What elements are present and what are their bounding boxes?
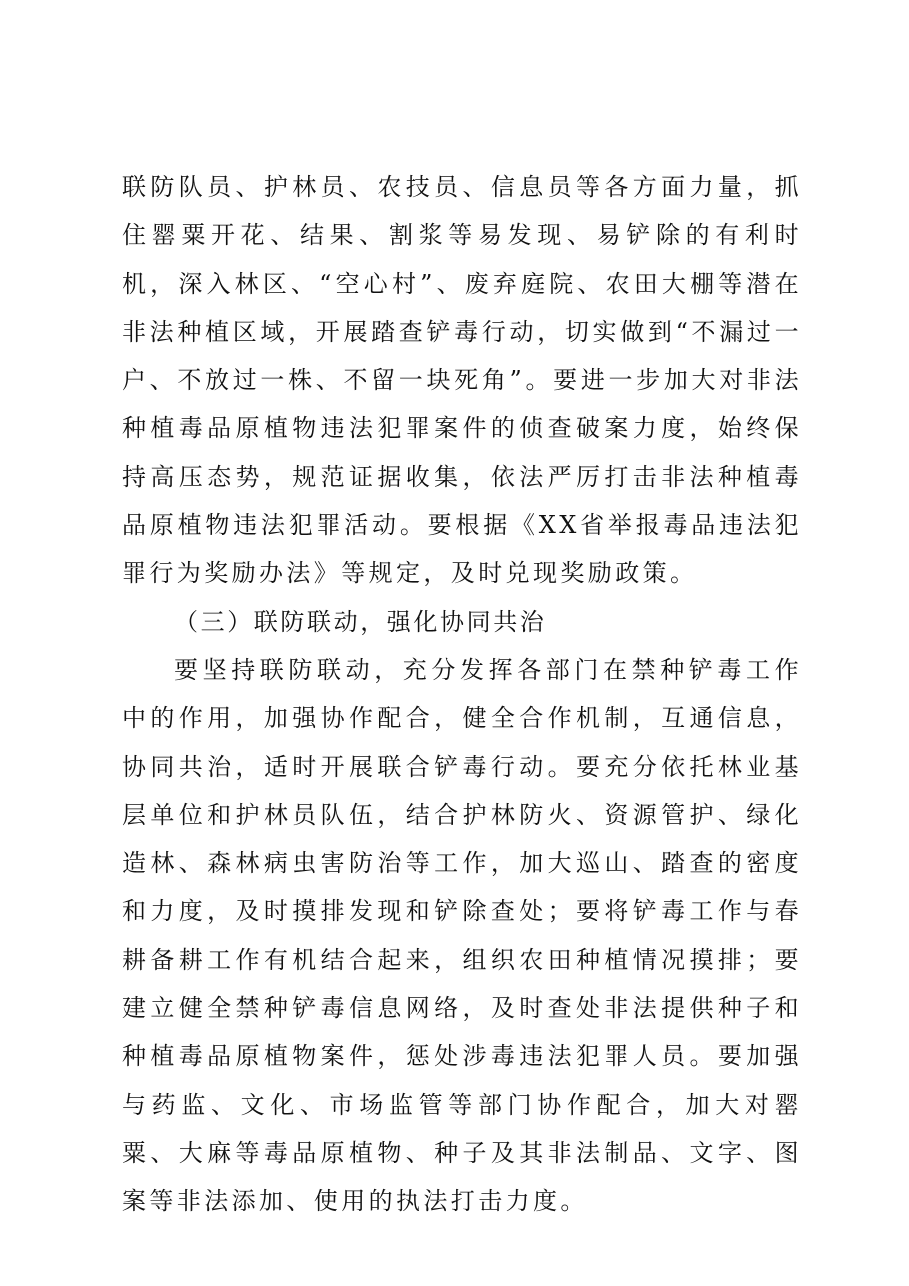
section-heading: （三）联防联动，强化协同共治 [174,607,547,636]
paragraph-joint-prevention: 要坚持联防联动，充分发挥各部门在禁种铲毒工作中的作用，加强协作配合，健全合作机制，互通信息，协同共治，适时开展联合铲毒行动。要充分依托林业基层单位和护林员队伍，结合护林防火、资源管护、绿化造林、森林病虫害防治等工作，加大巡山、踏查的密度和力度，及时摸排发现和铲除查处；要将铲毒工作与春耕备耕工作有机结合起来，组织农田种植情况摸排；要建立健全禁种铲毒信息网络，及时查处非法提供种子和种植毒品原植物案件，惩处涉毒违法犯罪人员。要加强与药监、文化、市场监管等部门协作配合，加大对罂粟、大麻等毒品原植物、种子及其非法制品、文字、图案等非法添加、使用的执法打击力度。 [122,655,802,1216]
paragraph-continued: 联防队员、护林员、农技员、信息员等各方面力量，抓住罂粟开花、结果、割浆等易发现、易铲除的有利时机，深入林区、“空心村”、废弃庭院、农田大棚等潜在非法种植区域，开展踏查铲毒行动，切实做到“不漏过一户、不放过一株、不留一块死角”。要进一步加大对非法种植毒品原植物违法犯罪案件的侦查破案力度，始终保持高压态势，规范证据收集，依法严厉打击非法种植毒品原植物违法犯罪活动。要根据《XX省举报毒品违法犯罪行为奖励办法》等规定，及时兑现奖励政策。 [122,173,802,588]
document-body [122,163,802,1226]
